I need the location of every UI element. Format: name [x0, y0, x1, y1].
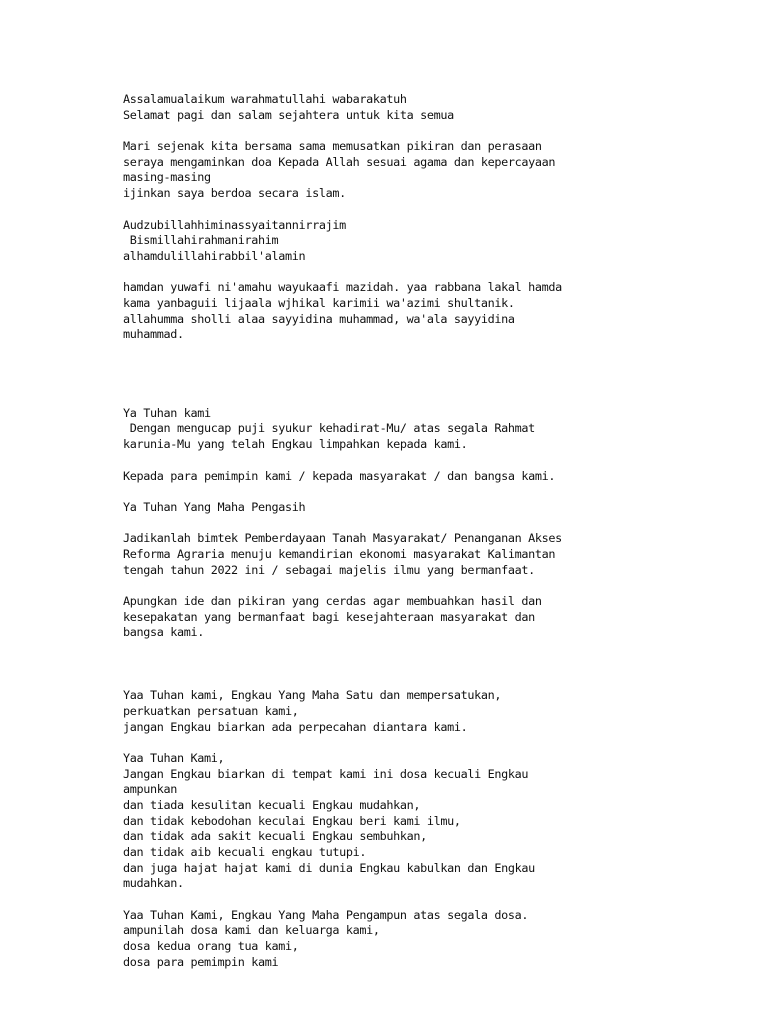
text-line: kesepakatan yang bermanfaat bagi kesejahteraan masyarakat dan [123, 609, 535, 624]
text-line: Yaa Tuhan kami, Engkau Yang Maha Satu dan mempersatukan, [123, 688, 502, 703]
text-line: Reforma Agraria menuju kemandirian ekonomi masyarakat Kalimantan [123, 546, 556, 561]
paragraph-spacer [123, 516, 653, 532]
paragraph-spacer [123, 123, 653, 139]
paragraph [123, 280, 653, 343]
text-line [123, 374, 653, 390]
text-line: seraya mengaminkan doa Kepada Allah sesuai agama dan kepercayaan [123, 154, 556, 169]
paragraph [123, 594, 653, 641]
paragraph [123, 751, 653, 892]
text-line: Assalamualaikum warahmatullahi wabarakatuh [123, 92, 407, 106]
paragraph-spacer [123, 265, 653, 281]
text-line [123, 359, 653, 375]
text-line: kama yanbaguii lijaala wjhikal karimii wa'azimi shultanik. [123, 295, 515, 310]
text-line: Ya Tuhan Yang Maha Pengasih [123, 499, 306, 514]
paragraph-spacer [123, 484, 653, 500]
text-line: dan tidak ada sakit kecuali Engkau sembuhkan, [123, 829, 427, 844]
text-line: dosa kedua orang tua kami, [123, 939, 299, 954]
text-line: jangan Engkau biarkan ada perpecahan diantara kami. [123, 719, 468, 734]
text-line: Apungkan ide dan pikiran yang cerdas agar membuahkan hasil dan [123, 594, 542, 608]
paragraph-spacer [123, 578, 653, 594]
text-line: allahumma sholli alaa sayyidina muhammad, wa'ala sayyidina [123, 311, 515, 326]
paragraph-spacer [123, 892, 653, 908]
paragraph [123, 139, 653, 202]
paragraph [123, 908, 653, 971]
paragraph [123, 500, 653, 516]
text-line: Mari sejenak kita bersama sama memusatkan pikiran dan perasaan [123, 139, 542, 154]
text-line: Audzubillahhiminassyaitannirrajim [123, 217, 346, 232]
text-line: Selamat pagi dan salam sejahtera untuk kita semua [123, 107, 454, 122]
paragraph [123, 688, 653, 735]
text-line: masing-masing [123, 170, 211, 185]
paragraph-spacer [123, 672, 653, 688]
text-line: dan juga hajat hajat kami di dunia Engkau kabulkan dan Engkau [123, 860, 535, 875]
paragraph [123, 657, 653, 673]
text-line: Kepada para pemimpin kami / kepada masyarakat / dan bangsa kami. [123, 468, 556, 483]
text-line: muhammad. [123, 327, 184, 342]
paragraph-spacer [123, 390, 653, 406]
text-line: bangsa kami. [123, 625, 205, 640]
text-line: Bismillahirahmanirahim [123, 233, 279, 248]
text-line: ampunkan [123, 782, 178, 797]
text-line: karunia-Mu yang telah Engkau limpahkan kepada kami. [123, 437, 468, 452]
text-line: Dengan mengucap puji syukur kehadirat-Mu/ atas segala Rahmat [123, 421, 535, 436]
text-line: dan tidak kebodohan keculai Engkau beri kami ilmu, [123, 813, 461, 828]
text-line: Yaa Tuhan Kami, [123, 750, 225, 765]
paragraph-spacer [123, 343, 653, 359]
paragraph [123, 359, 653, 390]
paragraph-spacer [123, 641, 653, 657]
text-line: hamdan yuwafi ni'amahu wayukaafi mazidah. yaa rabbana lakal hamda [123, 280, 562, 295]
text-line: dosa para pemimpin kami [123, 954, 279, 969]
text-line: perkuatkan persatuan kami, [123, 703, 299, 718]
text-line: ijinkan saya berdoa secara islam. [123, 186, 346, 201]
paragraph [123, 92, 653, 123]
paragraph-spacer [123, 735, 653, 751]
text-line: ampunilah dosa kami dan keluarga kami, [123, 923, 380, 938]
text-line [123, 657, 653, 673]
text-line: Jangan Engkau biarkan di tempat kami ini dosa kecuali Engkau [123, 766, 529, 781]
paragraph [123, 469, 653, 485]
paragraph [123, 406, 653, 453]
paragraph [123, 531, 653, 578]
text-line: mudahkan. [123, 876, 184, 891]
text-line: Jadikanlah bimtek Pemberdayaan Tanah Masyarakat/ Penanganan Akses [123, 531, 562, 546]
text-line: Ya Tuhan kami [123, 405, 211, 420]
text-line: alhamdulillahirabbil'alamin [123, 248, 306, 263]
document-body [123, 92, 653, 971]
paragraph-spacer [123, 453, 653, 469]
text-line: dan tidak aib kecuali engkau tutupi. [123, 845, 367, 859]
text-line: dan tiada kesulitan kecuali Engkau mudahkan, [123, 797, 421, 812]
text-line: Yaa Tuhan Kami, Engkau Yang Maha Pengampun atas segala dosa. [123, 907, 529, 922]
paragraph [123, 218, 653, 265]
paragraph-spacer [123, 202, 653, 218]
text-line: tengah tahun 2022 ini / sebagai majelis ilmu yang bermanfaat. [123, 562, 535, 577]
